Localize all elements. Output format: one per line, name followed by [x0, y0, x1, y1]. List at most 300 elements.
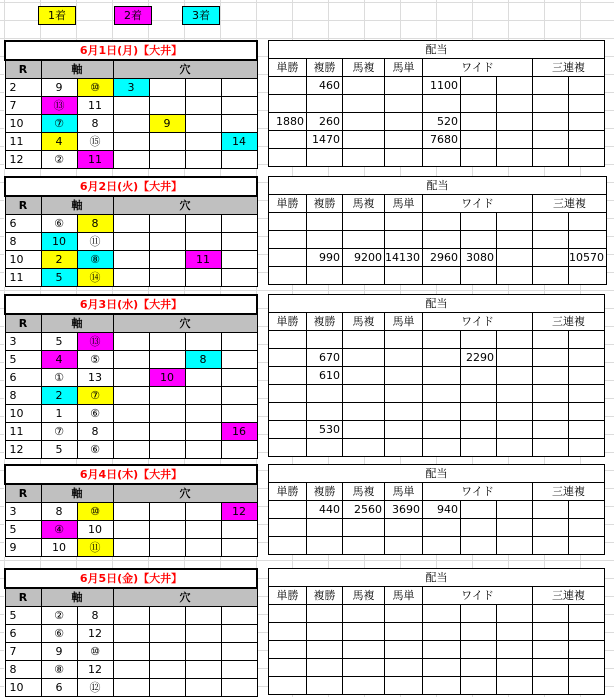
payout-value[interactable]: [533, 519, 569, 537]
header-umatan[interactable]: 馬単: [385, 483, 423, 501]
payout-value[interactable]: [343, 659, 385, 677]
payout-value[interactable]: [343, 349, 385, 367]
ana-horse[interactable]: [113, 423, 149, 441]
ana-horse[interactable]: [185, 97, 221, 115]
payout-value[interactable]: [269, 403, 307, 421]
payout-value[interactable]: [423, 659, 461, 677]
race-number[interactable]: 5: [5, 607, 41, 625]
race-number[interactable]: 10: [5, 679, 41, 697]
payout-value[interactable]: [269, 149, 307, 167]
payout-value[interactable]: [533, 421, 569, 439]
jiku-horse[interactable]: ⑩: [77, 643, 113, 661]
payout-value[interactable]: [461, 439, 497, 457]
ana-horse[interactable]: [221, 233, 257, 251]
jiku-horse[interactable]: ⑭: [77, 269, 113, 287]
ana-horse[interactable]: [185, 369, 221, 387]
jiku-horse[interactable]: ⑦: [41, 115, 77, 133]
payout-value[interactable]: [269, 213, 307, 231]
payout-value[interactable]: 2960: [423, 249, 461, 267]
payout-value[interactable]: [269, 519, 307, 537]
jiku-horse[interactable]: 9: [41, 79, 77, 97]
payout-value[interactable]: [533, 249, 569, 267]
payout-value[interactable]: [461, 331, 497, 349]
header-ana[interactable]: 穴: [113, 588, 257, 607]
header-ana[interactable]: 穴: [113, 196, 257, 215]
payout-value[interactable]: [269, 501, 307, 519]
jiku-horse[interactable]: 12: [77, 625, 113, 643]
payout-value[interactable]: [269, 641, 307, 659]
payout-value[interactable]: [569, 77, 605, 95]
header-race[interactable]: R: [5, 196, 41, 215]
payout-value[interactable]: [385, 113, 423, 131]
payout-value[interactable]: [533, 605, 569, 623]
payout-value[interactable]: [497, 331, 533, 349]
payout-value[interactable]: [343, 623, 385, 641]
jiku-horse[interactable]: ⑧: [41, 661, 77, 679]
payout-value[interactable]: [343, 537, 385, 555]
payout-value[interactable]: [343, 331, 385, 349]
payout-value[interactable]: [497, 537, 533, 555]
header-jiku[interactable]: 軸: [41, 60, 113, 79]
ana-horse[interactable]: [185, 269, 221, 287]
payout-value[interactable]: [423, 231, 461, 249]
payout-value[interactable]: [497, 439, 533, 457]
ana-horse[interactable]: 8: [185, 351, 221, 369]
payout-value[interactable]: [461, 641, 497, 659]
payout-value[interactable]: [343, 605, 385, 623]
header-race[interactable]: R: [5, 314, 41, 333]
payout-value[interactable]: [385, 213, 423, 231]
ana-horse[interactable]: [185, 521, 221, 539]
ana-horse[interactable]: [113, 441, 149, 459]
payout-title[interactable]: 配当: [269, 465, 605, 483]
ana-horse[interactable]: [113, 269, 149, 287]
race-number[interactable]: 7: [5, 97, 41, 115]
payout-value[interactable]: [269, 623, 307, 641]
payout-value[interactable]: [497, 77, 533, 95]
payout-value[interactable]: [461, 113, 497, 131]
jiku-horse[interactable]: ⑧: [77, 251, 113, 269]
payout-value[interactable]: [497, 131, 533, 149]
payout-value[interactable]: [385, 605, 423, 623]
ana-horse[interactable]: [185, 679, 221, 697]
payout-value[interactable]: [307, 267, 343, 285]
payout-value[interactable]: [533, 77, 569, 95]
ana-horse[interactable]: [149, 643, 185, 661]
payout-value[interactable]: [307, 439, 343, 457]
ana-horse[interactable]: [221, 405, 257, 423]
payout-value[interactable]: [461, 659, 497, 677]
ana-horse[interactable]: [149, 539, 185, 557]
payout-value[interactable]: [497, 349, 533, 367]
payout-value[interactable]: 610: [307, 367, 343, 385]
day-title[interactable]: 6月3日(水)【大井】: [5, 295, 257, 314]
payout-value[interactable]: 1470: [307, 131, 343, 149]
payout-value[interactable]: [343, 677, 385, 695]
ana-horse[interactable]: 14: [221, 133, 257, 151]
jiku-horse[interactable]: 9: [41, 643, 77, 661]
jiku-horse[interactable]: 4: [41, 133, 77, 151]
payout-value[interactable]: [269, 659, 307, 677]
payout-value[interactable]: [533, 113, 569, 131]
ana-horse[interactable]: [149, 607, 185, 625]
payout-value[interactable]: [307, 677, 343, 695]
payout-value[interactable]: [533, 367, 569, 385]
ana-horse[interactable]: [185, 115, 221, 133]
payout-value[interactable]: 7680: [423, 131, 461, 149]
race-number[interactable]: 10: [5, 405, 41, 423]
payout-value[interactable]: 9200: [343, 249, 385, 267]
header-fukusho[interactable]: 複勝: [307, 59, 343, 77]
payout-value[interactable]: [385, 331, 423, 349]
ana-horse[interactable]: [185, 387, 221, 405]
ana-horse[interactable]: [149, 423, 185, 441]
ana-horse[interactable]: 3: [113, 79, 149, 97]
ana-horse[interactable]: [221, 251, 257, 269]
payout-value[interactable]: [343, 95, 385, 113]
payout-value[interactable]: [307, 331, 343, 349]
header-fukusho[interactable]: 複勝: [307, 313, 343, 331]
payout-value[interactable]: [569, 403, 605, 421]
ana-horse[interactable]: [149, 251, 185, 269]
payout-value[interactable]: [497, 249, 533, 267]
header-ana[interactable]: 穴: [113, 60, 257, 79]
payout-value[interactable]: 440: [307, 501, 343, 519]
ana-horse[interactable]: [113, 115, 149, 133]
payout-value[interactable]: [569, 267, 607, 285]
payout-value[interactable]: [423, 367, 461, 385]
payout-value[interactable]: [569, 501, 605, 519]
payout-value[interactable]: [343, 421, 385, 439]
header-wide[interactable]: ワイド: [423, 587, 533, 605]
race-number[interactable]: 2: [5, 79, 41, 97]
payout-value[interactable]: [533, 537, 569, 555]
payout-value[interactable]: [497, 403, 533, 421]
payout-value[interactable]: [533, 677, 569, 695]
header-umafuku[interactable]: 馬複: [343, 587, 385, 605]
race-number[interactable]: 11: [5, 133, 41, 151]
payout-value[interactable]: [307, 213, 343, 231]
header-ana[interactable]: 穴: [113, 484, 257, 503]
payout-value[interactable]: [385, 267, 423, 285]
payout-value[interactable]: [461, 213, 497, 231]
ana-horse[interactable]: [113, 661, 149, 679]
header-umafuku[interactable]: 馬複: [343, 483, 385, 501]
payout-value[interactable]: [533, 501, 569, 519]
ana-horse[interactable]: [149, 387, 185, 405]
payout-value[interactable]: [385, 349, 423, 367]
payout-value[interactable]: [307, 149, 343, 167]
payout-value[interactable]: [423, 677, 461, 695]
payout-value[interactable]: [569, 605, 605, 623]
jiku-horse[interactable]: 5: [41, 333, 77, 351]
header-tansho[interactable]: 単勝: [269, 587, 307, 605]
payout-value[interactable]: [269, 605, 307, 623]
header-tansho[interactable]: 単勝: [269, 483, 307, 501]
payout-value[interactable]: [269, 267, 307, 285]
header-wide[interactable]: ワイド: [423, 195, 533, 213]
jiku-horse[interactable]: 4: [41, 351, 77, 369]
ana-horse[interactable]: [221, 369, 257, 387]
payout-value[interactable]: [343, 213, 385, 231]
header-jiku[interactable]: 軸: [41, 588, 113, 607]
day-title[interactable]: 6月2日(火)【大井】: [5, 177, 257, 196]
ana-horse[interactable]: [185, 151, 221, 169]
ana-horse[interactable]: [221, 607, 257, 625]
ana-horse[interactable]: [113, 233, 149, 251]
header-umatan[interactable]: 馬単: [385, 195, 423, 213]
ana-horse[interactable]: [221, 97, 257, 115]
ana-horse[interactable]: [185, 661, 221, 679]
payout-value[interactable]: [497, 605, 533, 623]
ana-horse[interactable]: [149, 79, 185, 97]
payout-value[interactable]: 260: [307, 113, 343, 131]
ana-horse[interactable]: [185, 607, 221, 625]
payout-value[interactable]: [533, 231, 569, 249]
ana-horse[interactable]: [149, 351, 185, 369]
payout-value[interactable]: [385, 421, 423, 439]
payout-value[interactable]: [385, 95, 423, 113]
ana-horse[interactable]: [185, 233, 221, 251]
payout-value[interactable]: [269, 421, 307, 439]
ana-horse[interactable]: [113, 521, 149, 539]
ana-horse[interactable]: [149, 625, 185, 643]
ana-horse[interactable]: [113, 151, 149, 169]
ana-horse[interactable]: [113, 251, 149, 269]
jiku-horse[interactable]: ⑩: [77, 503, 113, 521]
ana-horse[interactable]: [221, 351, 257, 369]
ana-horse[interactable]: [221, 387, 257, 405]
header-umatan[interactable]: 馬単: [385, 313, 423, 331]
ana-horse[interactable]: [185, 625, 221, 643]
payout-value[interactable]: [269, 349, 307, 367]
ana-horse[interactable]: [149, 405, 185, 423]
header-jiku[interactable]: 軸: [41, 314, 113, 333]
payout-value[interactable]: [461, 385, 497, 403]
payout-value[interactable]: [497, 501, 533, 519]
header-wide[interactable]: ワイド: [423, 483, 533, 501]
ana-horse[interactable]: [221, 269, 257, 287]
jiku-horse[interactable]: ⑮: [77, 133, 113, 151]
jiku-horse[interactable]: ⑥: [41, 215, 77, 233]
payout-value[interactable]: [497, 641, 533, 659]
ana-horse[interactable]: [221, 625, 257, 643]
payout-value[interactable]: [461, 403, 497, 421]
race-number[interactable]: 8: [5, 233, 41, 251]
payout-value[interactable]: [497, 149, 533, 167]
header-sanrenpuku[interactable]: 三連複: [533, 483, 605, 501]
ana-horse[interactable]: [149, 233, 185, 251]
payout-value[interactable]: [461, 421, 497, 439]
payout-value[interactable]: [461, 95, 497, 113]
payout-value[interactable]: [497, 231, 533, 249]
payout-value[interactable]: [533, 641, 569, 659]
jiku-horse[interactable]: ⑦: [41, 423, 77, 441]
header-sanrenpuku[interactable]: 三連複: [533, 195, 607, 213]
payout-value[interactable]: [533, 623, 569, 641]
payout-value[interactable]: 530: [307, 421, 343, 439]
day-title[interactable]: 6月1日(月)【大井】: [5, 41, 257, 60]
payout-value[interactable]: [307, 231, 343, 249]
day-title[interactable]: 6月4日(木)【大井】: [5, 465, 257, 484]
jiku-horse[interactable]: ⑥: [41, 625, 77, 643]
ana-horse[interactable]: [221, 679, 257, 697]
header-wide[interactable]: ワイド: [423, 59, 533, 77]
ana-horse[interactable]: [185, 133, 221, 151]
ana-horse[interactable]: [149, 151, 185, 169]
payout-value[interactable]: [569, 231, 607, 249]
payout-value[interactable]: [461, 501, 497, 519]
ana-horse[interactable]: [149, 97, 185, 115]
ana-horse[interactable]: [221, 115, 257, 133]
ana-horse[interactable]: [113, 351, 149, 369]
jiku-horse[interactable]: 12: [77, 661, 113, 679]
payout-value[interactable]: [343, 267, 385, 285]
ana-horse[interactable]: [113, 97, 149, 115]
payout-value[interactable]: [461, 77, 497, 95]
payout-value[interactable]: [461, 131, 497, 149]
payout-value[interactable]: [569, 213, 607, 231]
header-sanrenpuku[interactable]: 三連複: [533, 587, 605, 605]
payout-value[interactable]: [343, 131, 385, 149]
ana-horse[interactable]: [149, 215, 185, 233]
ana-horse[interactable]: [149, 269, 185, 287]
ana-horse[interactable]: [149, 441, 185, 459]
ana-horse[interactable]: [149, 133, 185, 151]
payout-value[interactable]: [269, 77, 307, 95]
payout-value[interactable]: [423, 439, 461, 457]
payout-value[interactable]: [423, 149, 461, 167]
ana-horse[interactable]: [221, 539, 257, 557]
payout-value[interactable]: [497, 623, 533, 641]
jiku-horse[interactable]: 8: [77, 115, 113, 133]
ana-horse[interactable]: [113, 679, 149, 697]
ana-horse[interactable]: [185, 405, 221, 423]
payout-value[interactable]: [569, 623, 605, 641]
payout-value[interactable]: 670: [307, 349, 343, 367]
payout-value[interactable]: [269, 367, 307, 385]
payout-value[interactable]: [307, 641, 343, 659]
payout-value[interactable]: [461, 605, 497, 623]
jiku-horse[interactable]: 1: [41, 405, 77, 423]
header-umafuku[interactable]: 馬複: [343, 59, 385, 77]
payout-value[interactable]: [385, 77, 423, 95]
jiku-horse[interactable]: 11: [77, 151, 113, 169]
payout-value[interactable]: [533, 439, 569, 457]
jiku-horse[interactable]: ⑪: [77, 233, 113, 251]
payout-title[interactable]: 配当: [269, 295, 605, 313]
payout-title[interactable]: 配当: [269, 41, 605, 59]
jiku-horse[interactable]: 5: [41, 269, 77, 287]
jiku-horse[interactable]: ⑩: [77, 79, 113, 97]
payout-value[interactable]: 14130: [385, 249, 423, 267]
header-tansho[interactable]: 単勝: [269, 313, 307, 331]
ana-horse[interactable]: [221, 151, 257, 169]
payout-value[interactable]: [307, 659, 343, 677]
payout-value[interactable]: [307, 623, 343, 641]
payout-value[interactable]: [385, 367, 423, 385]
payout-value[interactable]: [269, 537, 307, 555]
header-umafuku[interactable]: 馬複: [343, 313, 385, 331]
payout-value[interactable]: [423, 331, 461, 349]
payout-value[interactable]: [569, 131, 605, 149]
payout-value[interactable]: [497, 421, 533, 439]
payout-value[interactable]: [461, 149, 497, 167]
ana-horse[interactable]: [221, 215, 257, 233]
ana-horse[interactable]: [221, 643, 257, 661]
payout-value[interactable]: [497, 519, 533, 537]
header-jiku[interactable]: 軸: [41, 484, 113, 503]
jiku-horse[interactable]: ⑤: [77, 351, 113, 369]
payout-value[interactable]: [385, 131, 423, 149]
payout-value[interactable]: [533, 659, 569, 677]
payout-value[interactable]: [269, 677, 307, 695]
ana-horse[interactable]: [113, 539, 149, 557]
payout-value[interactable]: [533, 349, 569, 367]
ana-horse[interactable]: [113, 215, 149, 233]
payout-value[interactable]: [569, 331, 605, 349]
jiku-horse[interactable]: 11: [77, 97, 113, 115]
header-fukusho[interactable]: 複勝: [307, 587, 343, 605]
jiku-horse[interactable]: 2: [41, 387, 77, 405]
payout-value[interactable]: 3080: [461, 249, 497, 267]
jiku-horse[interactable]: 10: [41, 539, 77, 557]
payout-value[interactable]: [423, 421, 461, 439]
payout-value[interactable]: [385, 385, 423, 403]
payout-title[interactable]: 配当: [269, 569, 605, 587]
ana-horse[interactable]: [185, 643, 221, 661]
race-number[interactable]: 10: [5, 251, 41, 269]
ana-horse[interactable]: [149, 333, 185, 351]
race-number[interactable]: 5: [5, 521, 41, 539]
payout-value[interactable]: [569, 519, 605, 537]
header-tansho[interactable]: 単勝: [269, 195, 307, 213]
day-title[interactable]: 6月5日(金)【大井】: [5, 569, 257, 588]
race-number[interactable]: 6: [5, 625, 41, 643]
payout-value[interactable]: [423, 213, 461, 231]
ana-horse[interactable]: [149, 679, 185, 697]
jiku-horse[interactable]: 8: [41, 503, 77, 521]
payout-value[interactable]: [423, 349, 461, 367]
payout-value[interactable]: [497, 267, 533, 285]
ana-horse[interactable]: [149, 521, 185, 539]
ana-horse[interactable]: [113, 625, 149, 643]
ana-horse[interactable]: [113, 369, 149, 387]
payout-value[interactable]: [269, 131, 307, 149]
ana-horse[interactable]: [221, 661, 257, 679]
payout-value[interactable]: [533, 149, 569, 167]
ana-horse[interactable]: [185, 79, 221, 97]
ana-horse[interactable]: [113, 387, 149, 405]
jiku-horse[interactable]: ⑬: [77, 333, 113, 351]
race-number[interactable]: 9: [5, 539, 41, 557]
payout-value[interactable]: [423, 403, 461, 421]
jiku-horse[interactable]: ⑦: [77, 387, 113, 405]
payout-value[interactable]: [423, 623, 461, 641]
ana-horse[interactable]: 16: [221, 423, 257, 441]
jiku-horse[interactable]: 5: [41, 441, 77, 459]
race-number[interactable]: 8: [5, 387, 41, 405]
payout-value[interactable]: [533, 267, 569, 285]
ana-horse[interactable]: [113, 607, 149, 625]
ana-horse[interactable]: [113, 333, 149, 351]
payout-value[interactable]: [269, 231, 307, 249]
payout-value[interactable]: [569, 367, 605, 385]
payout-value[interactable]: [569, 349, 605, 367]
payout-value[interactable]: [343, 641, 385, 659]
header-sanrenpuku[interactable]: 三連複: [533, 59, 605, 77]
payout-value[interactable]: [533, 95, 569, 113]
